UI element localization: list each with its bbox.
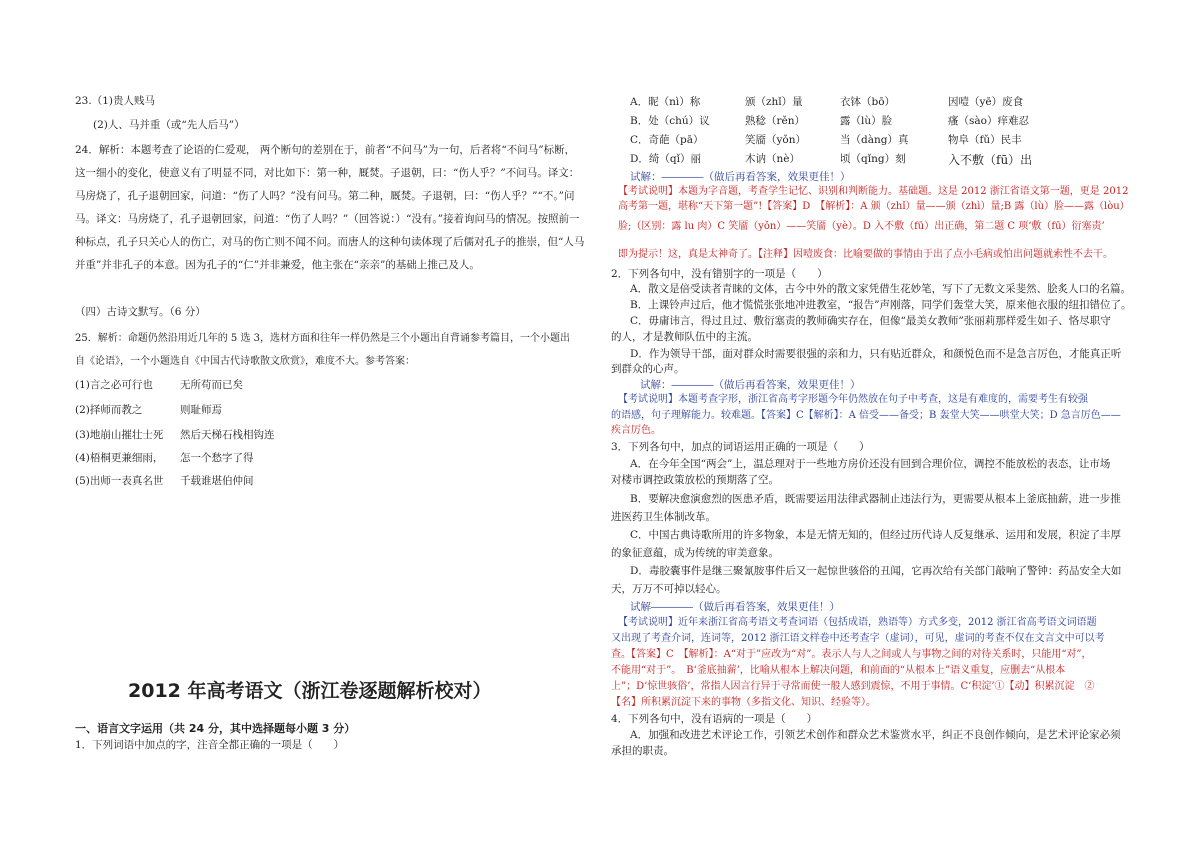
explanation-line: 脸;（区别：露 lu 肉）C 笑靥（yǒn）——笑靥（yè）。D 入不敷（fū）出正确，第二题 C 项‘敷（fū）衍塞责’ [618,221,1105,232]
try-hint: 试解――――（做后再看答案，效果更佳！） [630,601,840,613]
q23-line1: 23.（1)贵人贱马 [75,95,155,107]
q25-line: 25．解析：命题仍然沿用近几年的 5 选 3，选材方面和往年一样仍然是三个小题出自背诵参考篇目，一个小题出 [75,333,570,344]
q1-option: 物阜（fǔ）民丰 [948,134,1022,146]
explanation-line: 不能用“对于”。 B‘釜底抽薪’，比喻从根本上解决问题，和前面的“从根本上”语义重复，应删去“从根本 [611,665,1066,676]
q24-line: 马。译文：马房烧了，孔子退朝回家，问道：“伤了人吗？”（回答说：）“没有。”接着询问马的情况。按照前一 [75,213,580,225]
answer-right: 无所苟而已矣 [180,379,243,391]
q4-option: A．加强和改进艺术评论工作，引领艺术创作和群众艺术鉴赏水平，纠正不良创作倾向，是艺术评论家必须 [630,729,1121,741]
answer-left: (5)出师一表真名世 [75,475,164,487]
q2-option: D．作为领导干部，面对群众时需要很强的亲和力，只有贴近群众，和颜悦色而不是急言厉色，才能真正听 [630,348,1122,360]
q2-line: 2．下列各句中，没有错别字的一项是（ ） [611,268,828,280]
q1-option: 熟稔（rěn） [745,115,805,127]
answer-left: (1)言之必可行也 [75,379,153,391]
q1-option: A．昵（nì）称 [630,96,701,108]
q24-line: 这一细小的变化，使意义有了明显不同，对比如下：第一种，厩焚。子退朝，曰：“伤人乎？”不问马。译文： [75,167,580,179]
q3-option: 进医药卫生体制改革。 [611,511,716,523]
q1-option: 当（dàng）真 [840,134,909,146]
q24-line: 种标点，孔子只关心人的伤亡，对马的伤亡则不闻不问。而唐人的这种句读体现了后儒对孔子的推崇，但“人马 [75,236,585,248]
q23-line2: (2)人、马并重（或“先人后马”） [93,119,245,131]
q4-option: 承担的职责。 [611,745,674,757]
try-hint: 试解：――――（做后再看答案，效果更佳！） [630,171,851,183]
q3-option: 天，万万不可掉以轻心。 [611,583,727,595]
q2-option: 到群众的心声。 [611,363,685,375]
explanation-line: 上”；D‘惊世骇俗’，常指人因言行异于寻常而使一般人感到震惊，不用于事情。C‘积淀’①【动】积累沉淀 ② [611,681,1095,692]
explanation-line: 查。【答案】C 【解析】：A“对于”应改为“对”。表示人与人之间或人与事物之间的对待关系时，只能用“对”， [611,649,1092,660]
q1-option: C．奇葩（pā） [630,134,704,146]
explanation-line: 【考试说明】近年来浙江省高考语文考查词语（包括成语，熟语等）方式多变，2012 浙江省高考语文词语题 [618,617,1097,628]
q1-option: 木讷（nè） [745,153,800,165]
answer-right: 则耻师焉 [180,404,222,416]
q1-option: 露（lù）脸 [840,115,893,127]
q1-option: 瘙（sào）痒难忍 [948,115,1029,127]
answer-right: 千载谁堪伯仲间 [180,475,254,487]
q25-line: 自《论语》，一个小题选自《中国古代诗歌散文欣赏》，难度不大。参考答案： [75,356,415,367]
q3-line: 3．下列各句中，加点的词语运用正确的一项是（ ） [611,441,870,453]
explanation-line: 【考试说明】本题为字音题，考查学生记忆、识别和判断能力。基础题。这是 2012 浙江省语文第一题，更是 2012 [618,186,1129,197]
q1-option: D．绮（qǐ）丽 [630,153,701,165]
answer-right: 怎一个愁字了得 [180,452,254,464]
document-title: 2012 年高考语文（浙江卷逐题解析校对） [128,680,492,702]
q1-option: 入不敷（fū）出 [948,153,1033,167]
q4-line: 4．下列各句中，没有语病的一项是（ ） [611,713,818,725]
right-column [600,0,1200,849]
answer-left: (4)梧桐更兼细雨， [75,452,164,464]
q3-option: 的象征意蕴，成为传统的审美意象。 [611,547,779,559]
part-heading: 一、语言文字运用（共 24 分，其中选择题每小题 3 分） [75,722,356,735]
explanation-line: 高考第一题，堪称“天下第一题”!【答案】D 【解析】：A 颁（zhǐ）量——颁（zhì）量;B 露（lù）脸——露（lòu） [618,201,1130,212]
q1-option: 因噎（yē）废食 [948,96,1024,108]
try-hint: 试解：――――（做后再看答案，效果更佳！） [640,379,861,391]
answer-left: (3)地崩山摧壮士死 [75,429,164,441]
q3-option: A．在今年全国“两会”上，温总理对于一些地方房价还没有回到合理价位，调控不能放松的表态，让市场 [630,458,1111,470]
explanation-line: 疾言厉色。 [611,425,661,436]
q3-option: D．毒胶囊事件是继三聚氰胺事件后又一起惊世骇俗的丑闻，它再次给有关部门敲响了警钟：药品安全大如 [630,565,1122,577]
q1-option: 顷（qǐng）刻 [840,153,906,165]
q3-option: B．要解决愈演愈烈的医患矛盾，既需要运用法律武器制止违法行为，更需要从根本上釜底抽薪，进一步推 [630,493,1121,505]
section-heading: （四）古诗文默写。（6 分） [75,306,206,318]
q1-option: B．处（chú）议 [630,115,710,127]
q24-line: 并重”并非孔子的本意。因为孔子的“仁”并非兼爱，他主张在“亲亲”的基础上推己及人。 [75,259,480,271]
explanation-line: 即为提示！这，真是太神奇了。【注释】因噎废食：比喻要做的事情由于出了点小毛病或怕出问题就索性不去干。 [618,249,1113,260]
q24-line: 24．解析：本题考查了论语的仁爱观， 两个断句的差别在于，前者“不问马”为一句，后者将“不问马”标断， [75,144,576,156]
explanation-line: 【考试说明】本题考查字形，浙江省高考字形题今年仍然放在句子中考查，这是有难度的，需要考生有较强 [618,394,1088,405]
q2-option: A．散文是倍受读者青睐的文体，古今中外的散文家凭借生花妙笔，写下了无数文采斐然、脍炙人口的名篇。 [630,283,1132,295]
q24-line: 马房烧了，孔子退朝回家，问道：“伤了人吗？”没有问马。第二种，厩焚。子退朝，曰：“伤人乎？”“不。”问 [75,190,575,202]
q1-option: 笑靥（yǒn） [745,134,807,146]
q3-option: C．中国古典诗歌所用的许多物象，本是无情无知的，但经过历代诗人反复继承、运用和发展，积淀了丰厚 [630,529,1122,541]
explanation-line: 【名】所积累沉淀下来的事物（多指文化、知识、经验等）。 [611,697,876,708]
q2-option: C．毋庸讳言，得过且过、敷衍塞责的教师确实存在，但像“最美女教师”张丽莉那样爱生如子、恪尽职守 [630,315,1111,327]
explanation-line: 的语感，句子理解能力。较难题。【答案】C【解析】：A 倍受——备受；B 轰堂大笑——哄堂大笑；D 急言厉色—— [611,410,1121,421]
explanation-line: 又出现了考查介词，连词等，2012 浙江语文样卷中还考查字（虚词），可见，虚词的考查不仅在文言文中可以考 [611,633,1105,644]
q1-line: 1．下列词语中加点的字，注音全都正确的一项是（ ） [75,739,345,751]
q2-option: B．上课铃声过后，他才慌慌张张地冲进教室，“报告”声刚落，同学们轰堂大笑，原来他衣服的纽扣错位了。 [630,299,1132,311]
q2-option: 的人，才是教师队伍中的主流。 [611,331,758,343]
q1-option: 颁（zhǐ）量 [745,96,803,108]
q3-option: 对楼市调控政策放松的预期落了空。 [611,474,779,486]
answer-right: 然后天梯石栈相钩连 [180,429,275,441]
answer-left: (2)择师而教之 [75,404,143,416]
q1-option: 衣钵（bō） [840,96,896,108]
